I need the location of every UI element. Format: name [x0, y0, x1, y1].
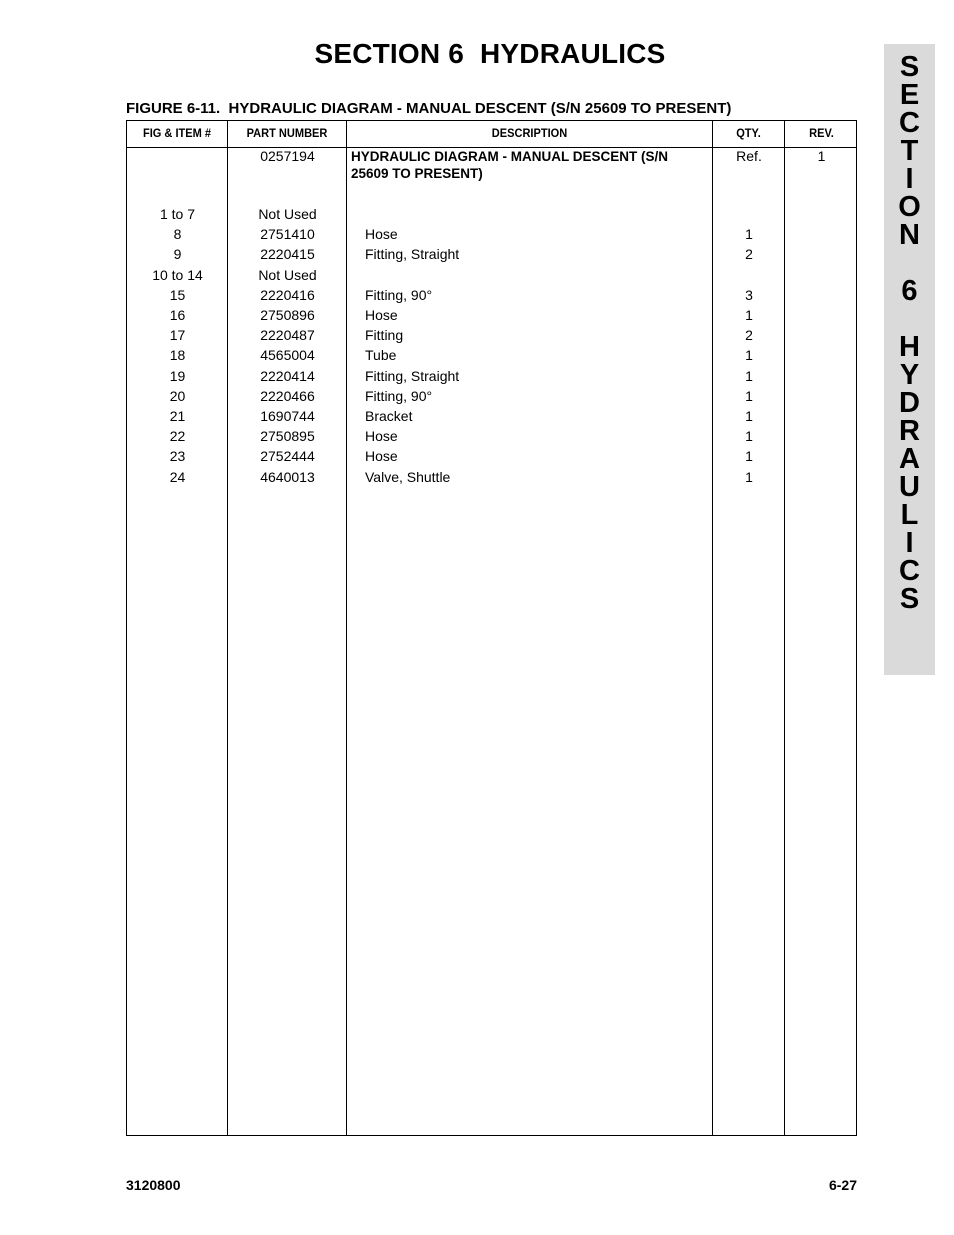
fig-item: 23 [169, 448, 186, 464]
section-tab-letter: T [900, 135, 919, 167]
description: Valve, Shuttle [365, 469, 451, 485]
parts-table [126, 120, 857, 1136]
quantity: 2 [745, 327, 753, 343]
description: Fitting, 90° [365, 388, 433, 404]
section-tab-letter: E [899, 79, 920, 111]
part-number: 2751410 [260, 226, 315, 242]
part-number: 2220414 [260, 368, 315, 384]
quantity: 1 [745, 448, 753, 464]
fig-item: 20 [169, 388, 186, 404]
document-number: 3120800 [126, 1177, 181, 1193]
fig-item: 17 [169, 327, 186, 343]
fig-item: 9 [173, 246, 182, 262]
header-fig-item: FIG & ITEM # [142, 126, 212, 140]
fig-item: 22 [169, 428, 186, 444]
fig-item: 18 [169, 347, 186, 363]
section-tab-letter: I [905, 527, 914, 559]
section-tab-letter: H [899, 331, 920, 363]
description: Bracket [365, 408, 413, 424]
part-number: Not Used [258, 267, 317, 283]
page-title: SECTION 6 HYDRAULICS [314, 38, 666, 69]
description: 25609 TO PRESENT) [351, 166, 483, 181]
fig-item: 10 to 14 [152, 267, 203, 283]
section-tab-letter: O [898, 191, 921, 223]
header-part-number: PART NUMBER [246, 126, 328, 140]
part-number: 0257194 [260, 148, 315, 164]
quantity: 1 [745, 408, 753, 424]
part-number: 2220487 [260, 327, 315, 343]
part-number: 4565004 [260, 347, 315, 363]
fig-item: 15 [169, 287, 186, 303]
figure-title: FIGURE 6-11. HYDRAULIC DIAGRAM - MANUAL DESCENT (S/N 25609 TO PRESENT) [126, 100, 732, 117]
section-tab-letter: C [899, 107, 920, 139]
section-tab-letter: N [899, 219, 920, 251]
section-tab-letter: I [905, 163, 914, 195]
quantity: 1 [745, 307, 753, 323]
page-number: 6-27 [828, 1177, 857, 1193]
fig-item: 24 [169, 469, 186, 485]
part-number: 2752444 [260, 448, 315, 464]
description: Tube [365, 347, 397, 363]
description: Hose [365, 226, 398, 242]
fig-item: 16 [169, 307, 186, 323]
section-tab-letter: L [900, 499, 919, 531]
description: HYDRAULIC DIAGRAM - MANUAL DESCENT (S/N [351, 149, 668, 164]
quantity: 1 [745, 226, 753, 242]
part-number: 4640013 [260, 469, 315, 485]
section-tab-letter: A [899, 443, 920, 475]
part-number: Not Used [258, 206, 317, 222]
description: Hose [365, 307, 398, 323]
quantity: 3 [745, 287, 753, 303]
fig-item: 19 [169, 368, 186, 384]
part-number: 1690744 [260, 408, 315, 424]
quantity: 1 [745, 469, 753, 485]
description: Hose [365, 428, 398, 444]
section-tab-letter: D [899, 387, 920, 419]
quantity: 1 [745, 347, 753, 363]
quantity: 1 [745, 368, 753, 384]
column-divider [784, 121, 785, 1135]
description: Fitting [365, 327, 404, 343]
column-divider [712, 121, 713, 1135]
section-tab [884, 44, 935, 675]
part-number: 2220466 [260, 388, 315, 404]
quantity: Ref. [736, 148, 762, 164]
revision: 1 [817, 148, 826, 164]
section-tab-letter: U [899, 471, 920, 503]
header-description: DESCRIPTION [491, 126, 568, 140]
part-number: 2220416 [260, 287, 315, 303]
description: Hose [365, 448, 398, 464]
part-number: 2750895 [260, 428, 315, 444]
description: Fitting, 90° [365, 287, 433, 303]
section-tab-letter: Y [899, 359, 920, 391]
fig-item: 8 [173, 226, 182, 242]
header-rev: REV. [809, 126, 834, 140]
fig-item: 1 to 7 [159, 206, 196, 222]
part-number: 2750896 [260, 307, 315, 323]
header-qty: QTY. [736, 126, 761, 140]
section-tab-letter: S [899, 51, 920, 83]
section-tab-letter: 6 [901, 275, 918, 307]
section-tab-letter: C [899, 555, 920, 587]
section-tab-letter: R [899, 415, 920, 447]
fig-item: 21 [169, 408, 186, 424]
description: Fitting, Straight [365, 368, 460, 384]
section-tab-letter: S [899, 583, 920, 615]
quantity: 2 [745, 246, 753, 262]
description: Fitting, Straight [365, 246, 460, 262]
part-number: 2220415 [260, 246, 315, 262]
quantity: 1 [745, 388, 753, 404]
quantity: 1 [745, 428, 753, 444]
